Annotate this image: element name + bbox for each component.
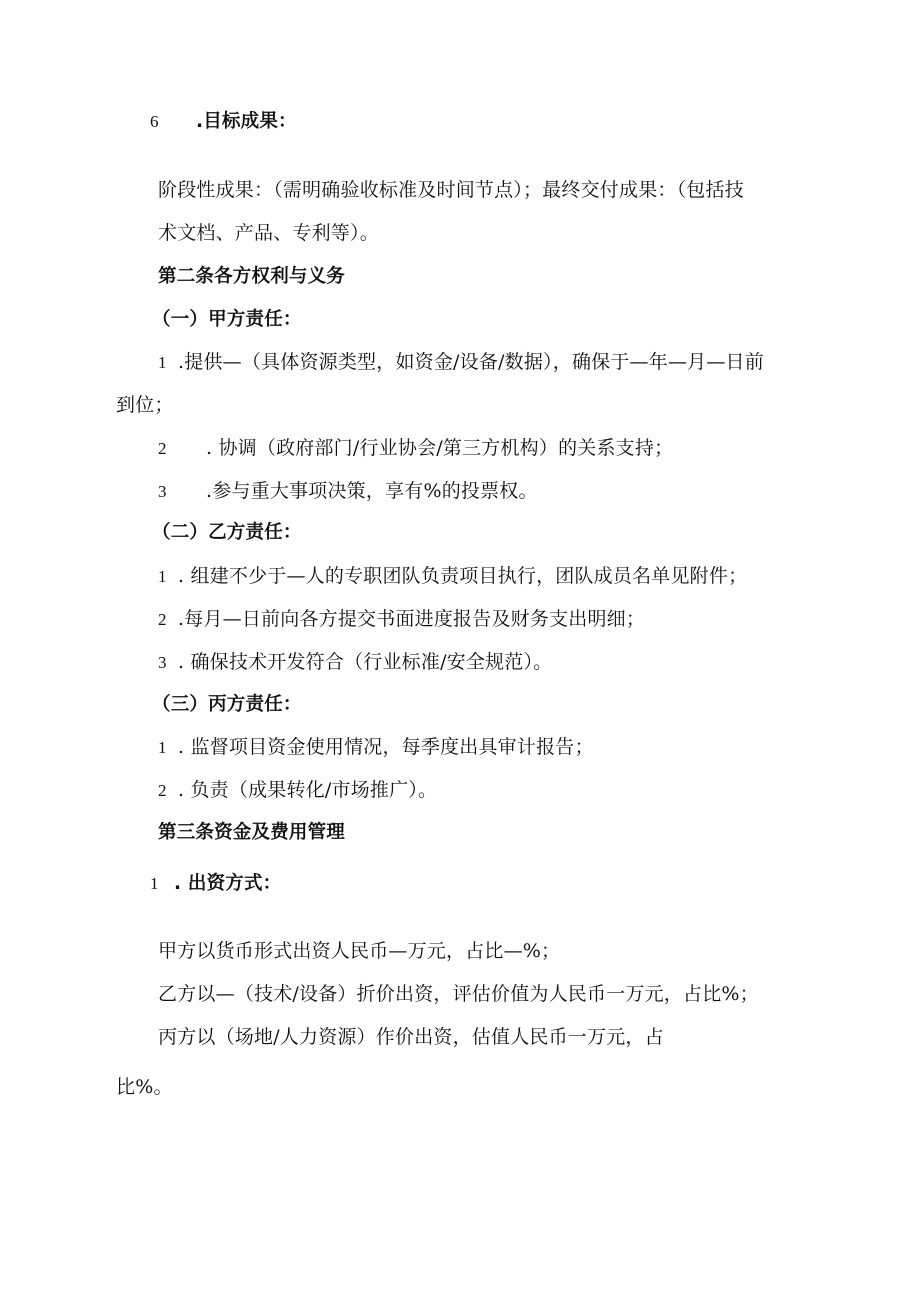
party-c-item-1-text: . 监督项目资金使用情况，每季度出具审计报告；: [178, 736, 594, 758]
section-6-title: .目标成果：: [196, 111, 297, 132]
article-3-line-3: 丙方以（场地/人力资源）作价出资，估值人民币一万元，占: [158, 1026, 664, 1048]
party-a-item-2-text: . 协调（政府部门/行业协会/第三方机构）的关系支持；: [206, 437, 674, 459]
party-a-item-1-number: 1: [158, 353, 167, 372]
article-3-heading: 第三条资金及费用管理: [158, 822, 346, 843]
party-c-item-1-number: 1: [158, 738, 167, 757]
article-3-sub1-number: 1: [150, 874, 159, 893]
party-a-item-3: [158, 478, 538, 505]
party-a-item-3-number: 3: [158, 482, 167, 501]
party-c-heading: （三）丙方责任：: [152, 694, 302, 715]
section-6-heading: [150, 108, 297, 135]
party-a-item-2-number: 2: [158, 439, 167, 458]
party-a-item-1: [158, 349, 764, 376]
party-b-item-2-text: .每月—日前向各方提交书面进度报告及财务支出明细；: [178, 608, 646, 630]
party-b-item-1: [158, 563, 747, 590]
para1-line2: 术文档、产品、专利等）。: [158, 222, 379, 244]
party-c-item-2: [158, 777, 437, 804]
party-a-heading: （一）甲方责任：: [152, 309, 302, 330]
party-b-item-3: [158, 649, 552, 676]
article-3-sub1-heading: [150, 870, 281, 897]
party-b-item-1-number: 1: [158, 567, 167, 586]
party-a-item-2: [158, 435, 673, 462]
article-3-line-1: 甲方以货币形式出资人民币—万元，占比—%；: [158, 940, 561, 962]
para1-line1: 阶段性成果：（需明确验收标准及时间节点）；最终交付成果：（包括技: [158, 179, 744, 201]
party-c-item-2-text: . 负责（成果转化/市场推广）。: [178, 779, 438, 801]
party-a-item-3-text: .参与重大事项决策，享有%的投票权。: [206, 480, 538, 502]
party-b-item-1-text: . 组建不少于—人的专职团队负责项目执行，团队成员名单见附件；: [178, 565, 748, 587]
article-3-line-4: 比%。: [116, 1076, 173, 1098]
party-c-item-1: [158, 734, 594, 761]
party-c-item-2-number: 2: [158, 781, 167, 800]
party-b-heading: （二）乙方责任：: [152, 522, 302, 543]
article-3-line-2: 乙方以—（技术/设备）折价出资，评估价值为人民币一万元，占比%；: [158, 983, 759, 1005]
party-a-item-1-cont: 到位；: [116, 394, 174, 416]
party-b-item-3-text: . 确保技术开发符合（行业标准/安全规范）。: [178, 651, 553, 673]
party-b-item-3-number: 3: [158, 653, 167, 672]
section-6-number: 6: [150, 112, 159, 131]
article-2-heading: 第二条各方权利与义务: [158, 266, 346, 287]
party-a-item-1-text: .提供—（具体资源类型，如资金/设备/数据），确保于—年—月—日前: [178, 351, 764, 373]
party-b-item-2-number: 2: [158, 610, 167, 629]
article-3-sub1-title: . 出资方式：: [174, 873, 282, 894]
party-b-item-2: [158, 606, 645, 633]
